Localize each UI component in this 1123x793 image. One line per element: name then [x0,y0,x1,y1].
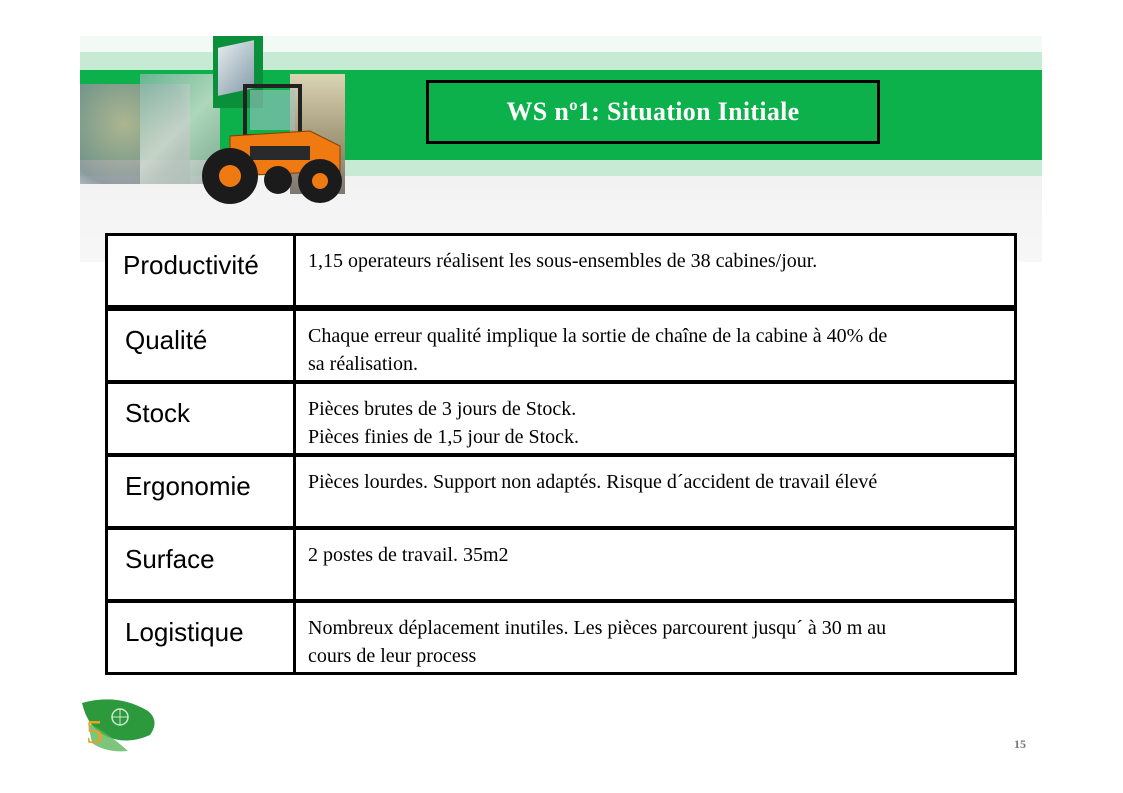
description-line: sa réalisation. [308,353,418,375]
row-label-cell [108,603,296,672]
header-banner [80,36,1042,262]
description-line: 1,15 operateurs réalisent les sous-ensembles de 38 cabines/jour. [308,250,818,272]
page-number: 15 [1014,737,1026,751]
row-label: Ergonomie [125,471,251,501]
row-label: Stock [125,398,191,428]
row-label: Qualité [125,325,208,355]
row-description [308,247,1004,275]
row-description [308,541,1004,569]
row-label-cell [108,530,296,599]
description-line: Pièces brutes de 3 jours de Stock. [308,398,577,420]
description-line: Pièces finies de 1,5 jour de Stock. [308,426,580,448]
table-row [105,381,1017,456]
tractor-image [190,76,350,206]
slide-title-box [426,80,880,144]
description-line: Nombreux déplacement inutiles. Les pièces parcourent jusqu´ à 30 m au [308,617,887,639]
row-description [308,322,1004,378]
row-label: Logistique [125,617,244,647]
row-description [308,468,1004,496]
row-label-cell [108,384,296,453]
svg-text:5: 5 [86,714,103,751]
description-line: cours de leur process [308,645,477,667]
row-label: Productivité [123,250,259,280]
slide-title: WS nº1: Situation Initiale [506,97,800,126]
table-row [105,308,1017,383]
row-label-cell [108,457,296,526]
table-row [105,233,1017,308]
description-line: Chaque erreur qualité implique la sortie de chaîne de la cabine à 40% de [308,325,888,347]
table-row [105,527,1017,602]
table-row [105,454,1017,529]
row-description [308,395,1004,451]
row-label-cell [108,311,296,380]
row-label-cell [108,236,296,305]
description-line: 2 postes de travail. 35m2 [308,544,509,566]
row-label: Surface [125,544,215,574]
anniversary-logo-icon [78,693,160,757]
description-line: Pièces lourdes. Support non adaptés. Risque d´accident de travail élevé [308,471,878,493]
table-row [105,600,1017,675]
row-description [308,614,1004,670]
